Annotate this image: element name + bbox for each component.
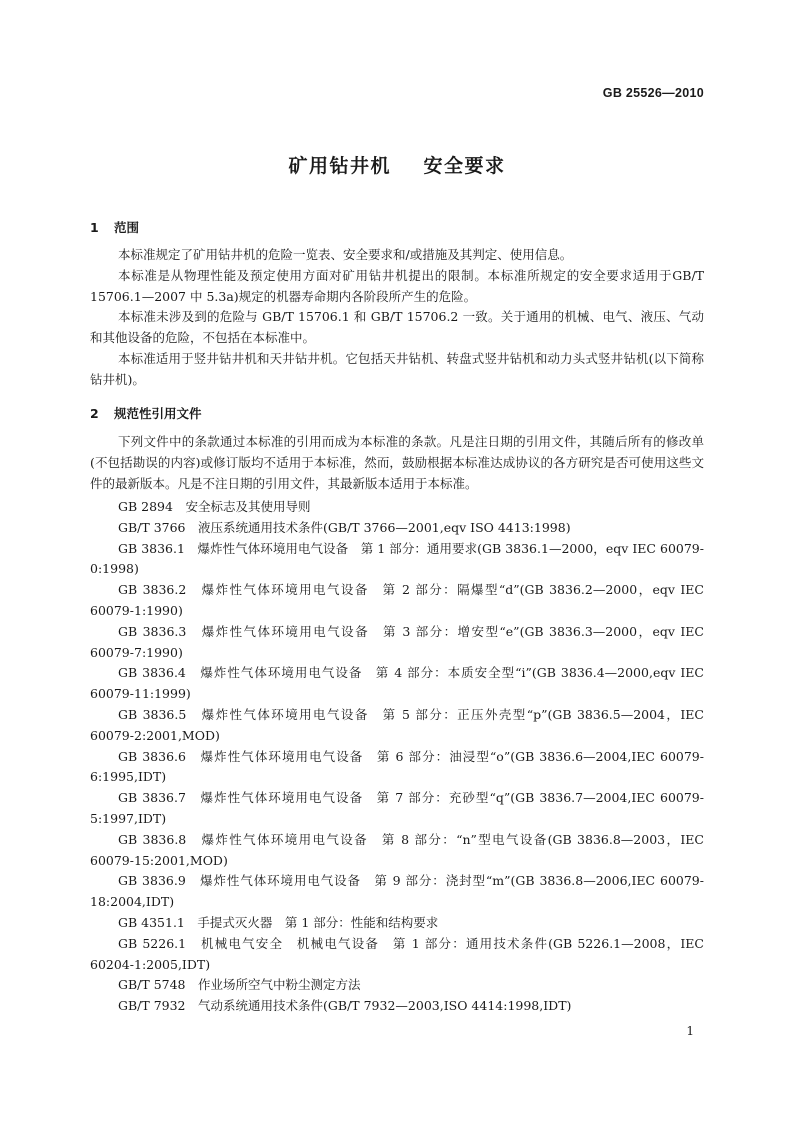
paragraph: 下列文件中的条款通过本标准的引用而成为本标准的条款。凡是注日期的引用文件，其随后所有的修改单(不包括勘误的内容)或修订版均不适用于本标准，然而，鼓励根据本标准达成协议的各方研究是否可使用这些文件的最新版本。凡是不注日期的引用文件，其最新版本适用于本标准。 [90, 434, 704, 491]
reference-title: 爆炸性气体环境用电气设备 第 8 部分：“n”型电气设备(GB 3836.8—2003，IEC 60079-15:2001,MOD) [90, 831, 704, 868]
reference-title: 爆炸性气体环境用电气设备 第 2 部分：隔爆型“d”(GB 3836.2—2000，eqv IEC 60079-1:1990) [90, 582, 704, 618]
reference-item [90, 497, 704, 518]
reference-item [90, 934, 704, 976]
reference-title: 安全标志及其使用导则 [185, 499, 311, 514]
reference-code: GB 2894 [118, 499, 173, 514]
reference-code: GB 3836.5 [118, 706, 187, 722]
reference-item [90, 913, 704, 934]
reference-title: 液压系统通用技术条件(GB/T 3766—2001,eqv ISO 4413:1998) [198, 519, 571, 535]
reference-code: GB 5226.1 [118, 935, 187, 951]
reference-code: GB 3836.3 [118, 623, 187, 639]
reference-item [90, 747, 704, 789]
paragraph: 本标准未涉及到的危险与 GB/T 15706.1 和 GB/T 15706.2 一致。关于通用的机械、电气、液压、气动和其他设备的危险，不包括在本标准中。 [90, 309, 704, 346]
reference-code: GB 4351.1 [118, 914, 185, 930]
reference-code: GB/T 5748 [118, 977, 186, 993]
reference-title: 爆炸性气体环境用电气设备 第 9 部分：浇封型“m”(GB 3836.8—2006,IEC 60079-18:2004,IDT) [90, 873, 704, 910]
paragraph: 本标准规定了矿用钻井机的危险一览表、安全要求和/或措施及其判定、使用信息。 [118, 247, 573, 262]
section-title: 规范性引用文件 [114, 406, 202, 421]
reference-item [90, 705, 704, 747]
reference-title: 爆炸性气体环境用电气设备 第 3 部分：增安型“e”(GB 3836.3—2000，eqv IEC 60079-7:1990) [90, 623, 704, 660]
reference-title: 爆炸性气体环境用电气设备 第 4 部分：本质安全型“i”(GB 3836.4—2000,eqv IEC 60079-11:1999) [90, 665, 704, 702]
reference-code: GB 3836.1 [118, 540, 185, 556]
reference-item [90, 871, 704, 913]
reference-list [90, 497, 704, 1017]
section-number: 2 [90, 406, 99, 421]
reference-code: GB 3836.2 [118, 582, 187, 598]
reference-code: GB/T 3766 [118, 519, 186, 535]
reference-item [90, 580, 704, 622]
page-number: 1 [686, 1024, 694, 1038]
section-heading-scope [90, 218, 139, 236]
reference-code: GB/T 7932 [118, 998, 186, 1014]
reference-item [90, 830, 704, 872]
reference-item [90, 996, 704, 1017]
section-number: 1 [90, 220, 99, 235]
section-title: 范围 [114, 220, 140, 235]
reference-code: GB 3836.8 [118, 831, 187, 847]
reference-code: GB 3836.9 [118, 873, 186, 889]
reference-title: 气动系统通用技术条件(GB/T 7932—2003,ISO 4414:1998,IDT) [198, 998, 572, 1014]
document-title: 矿用钻井机 安全要求 [288, 155, 506, 177]
reference-item [90, 663, 704, 705]
reference-item [90, 788, 704, 830]
reference-title: 机械电气安全 机械电气设备 第 1 部分：通用技术条件(GB 5226.1—2008，IEC 60204-1:2005,IDT) [90, 935, 704, 972]
reference-code: GB 3836.6 [118, 748, 186, 764]
standard-number: GB 25526—2010 [602, 86, 704, 100]
reference-code: GB 3836.7 [118, 790, 186, 806]
reference-title: 爆炸性气体环境用电气设备 第 6 部分：油浸型“o”(GB 3836.6—2004,IEC 60079-6:1995,IDT) [90, 748, 704, 785]
paragraph: 本标准适用于竖井钻井机和天井钻井机。它包括天井钻机、转盘式竖井钻机和动力头式竖井钻机(以下简称钻井机)。 [90, 350, 704, 387]
reference-title: 作业场所空气中粉尘测定方法 [198, 977, 361, 993]
reference-item [90, 518, 704, 539]
section-body-scope [90, 245, 704, 391]
reference-item [90, 975, 704, 996]
reference-title: 手提式灭火器 第 1 部分：性能和结构要求 [197, 914, 439, 930]
reference-item [90, 622, 704, 664]
reference-title: 爆炸性气体环境用电气设备 第 7 部分：充砂型“q”(GB 3836.7—2004,IEC 60079-5:1997,IDT) [90, 790, 704, 826]
paragraph: 本标准是从物理性能及预定使用方面对矿用钻井机提出的限制。本标准所规定的安全要求适用于GB/T 15706.1—2007 中 5.3a)规定的机器寿命期内各阶段所产生的危险。 [90, 267, 704, 304]
reference-item [90, 539, 704, 581]
section-heading-normative-references [90, 404, 202, 422]
section-body-normative-references [90, 432, 704, 494]
reference-code: GB 3836.4 [118, 665, 186, 681]
reference-title: 爆炸性气体环境用电气设备 第 5 部分：正压外壳型“p”(GB 3836.5—2004，IEC 60079-2:2001,MOD) [90, 706, 704, 743]
reference-title: 爆炸性气体环境用电气设备 第 1 部分：通用要求(GB 3836.1—2000，eqv IEC 60079-0:1998) [90, 540, 704, 577]
